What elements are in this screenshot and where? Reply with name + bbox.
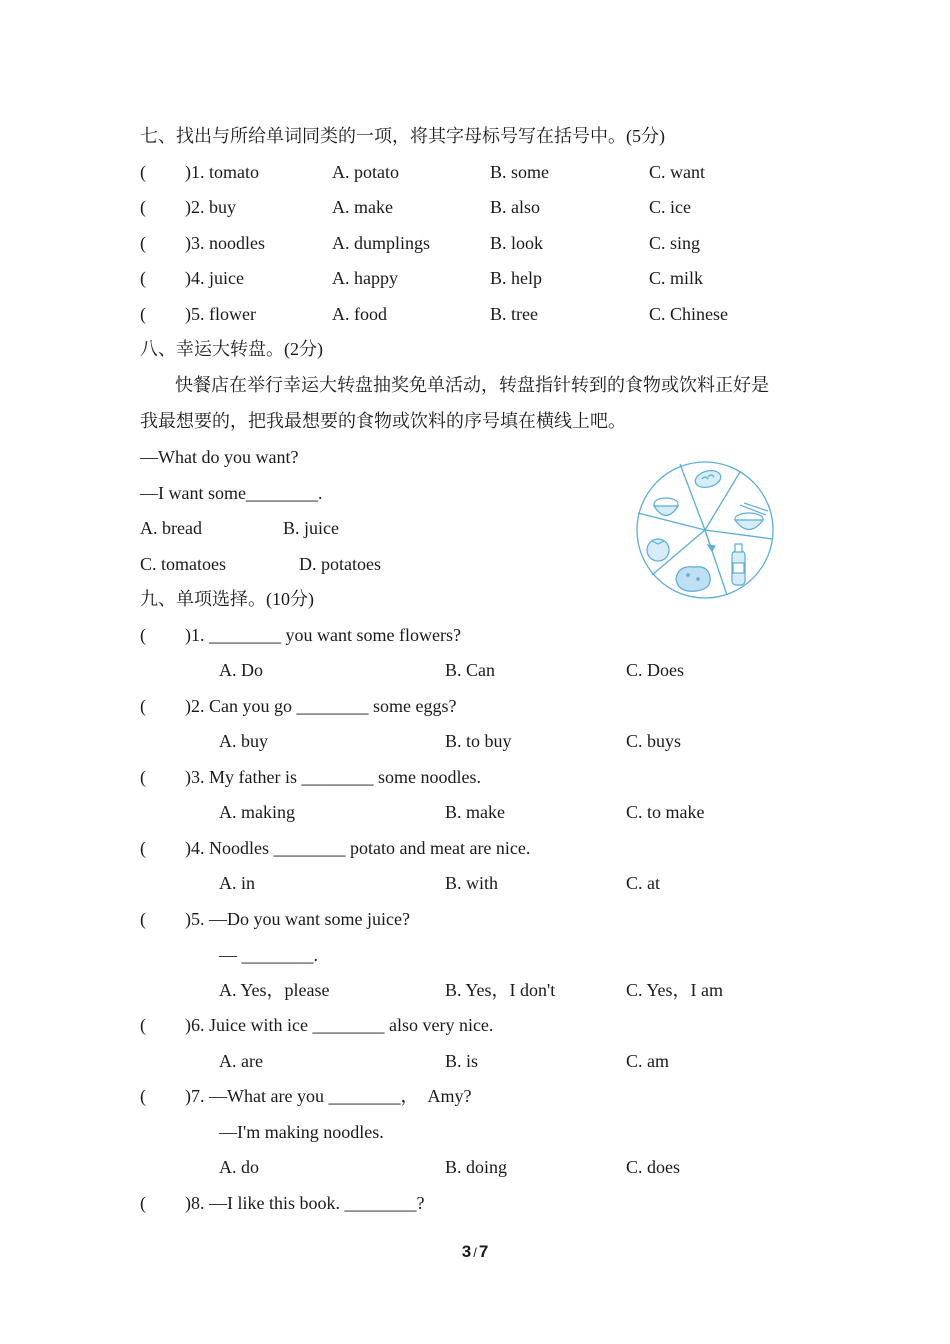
s9-q3-option-c: C. to make	[626, 802, 705, 822]
s7-row-2	[140, 194, 840, 220]
s9-q4-option-c: C. at	[626, 873, 660, 893]
answer-bracket[interactable]: (	[140, 1193, 146, 1213]
s9-q5-option-a: A. Yes，please	[219, 980, 330, 1000]
answer-bracket[interactable]: (	[140, 304, 146, 324]
page-separator: /	[473, 1245, 477, 1260]
s9-q5-option-c: C. Yes，I am	[626, 980, 724, 1000]
s9-q5-option-b: B. Yes，I don't	[445, 980, 556, 1000]
rice-bowl-icon	[654, 498, 678, 516]
s7-word: )2. buy	[185, 197, 236, 217]
noodle-bowl-icon	[735, 503, 768, 530]
s9-question-text: )8. —I like this book. ________?	[185, 1193, 425, 1213]
s7-option-a: A. food	[332, 304, 387, 324]
s9-q1-option-a: A. Do	[219, 660, 263, 680]
s9-question-8	[140, 1190, 840, 1216]
s9-question-2	[140, 693, 840, 719]
s7-option-c: C. sing	[649, 233, 701, 253]
page-number	[0, 1242, 950, 1262]
s9-question-text: )4. Noodles ________ potato and meat are nice.	[185, 838, 531, 858]
s7-word: )4. juice	[185, 268, 244, 288]
s8-options-row-1	[140, 515, 440, 541]
s9-q1-option-b: B. Can	[445, 660, 496, 680]
answer-bracket[interactable]: (	[140, 767, 146, 787]
tomato-icon	[647, 539, 669, 561]
s9-question-5	[140, 906, 840, 932]
s9-question-7	[140, 1083, 840, 1109]
s8-option-a: A. bread	[140, 518, 202, 538]
s9-q4-option-b: B. with	[445, 873, 499, 893]
section9-title: 九、单项选择。(10分)	[140, 589, 314, 609]
answer-bracket[interactable]: (	[140, 625, 146, 645]
section7-title: 七、找出与所给单词同类的一项，将其字母标号写在括号中。(5分)	[140, 126, 665, 146]
s9-q4-option-a: A. in	[219, 873, 255, 893]
s9-q1-option-c: C. Does	[626, 660, 684, 680]
s8-option-c: C. tomatoes	[140, 554, 226, 574]
s9-question-1	[140, 622, 840, 648]
s7-option-a: A. potato	[332, 162, 399, 182]
bread-icon	[693, 468, 722, 490]
s7-word: )1. tomato	[185, 162, 259, 182]
wheel-pointer-icon	[705, 530, 715, 551]
s9-q7-option-c: C. does	[626, 1157, 680, 1177]
s7-option-b: B. help	[490, 268, 542, 288]
wheel-divider	[705, 530, 773, 539]
s9-q7-option-b: B. doing	[445, 1157, 508, 1177]
dialog-answer[interactable]: —I want some________.	[140, 483, 323, 503]
s7-word: )3. noodles	[185, 233, 265, 253]
section8-instruction-2: 我最想要的，把我最想要的食物或饮料的序号填在横线上吧。	[140, 411, 626, 431]
s7-option-b: B. also	[490, 197, 541, 217]
s9-question-6	[140, 1012, 840, 1038]
s9-q7-response-line: —I'm making noodles.	[219, 1122, 384, 1142]
s9-question-text: )1. ________ you want some flowers?	[185, 625, 461, 645]
s9-question-text: )6. Juice with ice ________ also very nice.	[185, 1015, 494, 1035]
s9-question-4	[140, 835, 840, 861]
s9-q2-option-b: B. to buy	[445, 731, 512, 751]
s9-q6-option-c: C. am	[626, 1051, 669, 1071]
s7-option-b: B. tree	[490, 304, 538, 324]
section8-instruction-1: 快餐店在举行幸运大转盘抽奖免单活动，转盘指针转到的食物或饮料正好是	[175, 375, 769, 395]
juice-bottle-icon	[732, 544, 745, 585]
s8-options-row-2	[140, 551, 440, 577]
s9-question-3	[140, 764, 840, 790]
s8-option-d: D. potatoes	[299, 554, 381, 574]
lucky-wheel-illustration	[632, 455, 778, 605]
s7-option-a: A. make	[332, 197, 393, 217]
s7-option-c: C. Chinese	[649, 304, 728, 324]
answer-bracket[interactable]: (	[140, 268, 146, 288]
dialog-question: —What do you want?	[140, 447, 299, 467]
wheel-divider	[638, 513, 705, 530]
total-pages: 7	[478, 1242, 489, 1261]
s7-option-c: C. want	[649, 162, 705, 182]
s7-option-c: C. ice	[649, 197, 691, 217]
s9-q3-option-a: A. making	[219, 802, 295, 822]
s9-q2-option-c: C. buys	[626, 731, 682, 751]
answer-bracket[interactable]: (	[140, 909, 146, 929]
s7-word: )5. flower	[185, 304, 256, 324]
s9-q2-option-a: A. buy	[219, 731, 268, 751]
answer-bracket[interactable]: (	[140, 1086, 146, 1106]
current-page: 3	[461, 1242, 472, 1261]
s7-option-a: A. dumplings	[332, 233, 431, 253]
s9-q5-response-line: — ________.	[219, 945, 318, 965]
section8-title: 八、幸运大转盘。(2分)	[140, 339, 323, 359]
s7-option-c: C. milk	[649, 268, 704, 288]
answer-bracket[interactable]: (	[140, 197, 146, 217]
s9-question-text: )3. My father is ________ some noodles.	[185, 767, 481, 787]
s9-q6-option-a: A. are	[219, 1051, 263, 1071]
answer-bracket[interactable]: (	[140, 233, 146, 253]
s7-option-a: A. happy	[332, 268, 398, 288]
potato-icon	[676, 567, 710, 592]
s9-question-text: )7. —What are you ________， Amy?	[185, 1086, 472, 1106]
s7-row-1	[140, 159, 840, 185]
answer-bracket[interactable]: (	[140, 838, 146, 858]
s8-option-b: B. juice	[283, 518, 339, 538]
s7-option-b: B. look	[490, 233, 544, 253]
s7-row-5	[140, 301, 840, 327]
s9-question-text: )5. —Do you want some juice?	[185, 909, 410, 929]
s7-option-b: B. some	[490, 162, 550, 182]
s7-row-4	[140, 265, 840, 291]
s9-q6-option-b: B. is	[445, 1051, 479, 1071]
s7-row-3	[140, 230, 840, 256]
answer-bracket[interactable]: (	[140, 1015, 146, 1035]
s9-question-text: )2. Can you go ________ some eggs?	[185, 696, 457, 716]
answer-bracket[interactable]: (	[140, 162, 146, 182]
s9-q3-option-b: B. make	[445, 802, 505, 822]
answer-bracket[interactable]: (	[140, 696, 146, 716]
s9-q7-option-a: A. do	[219, 1157, 259, 1177]
